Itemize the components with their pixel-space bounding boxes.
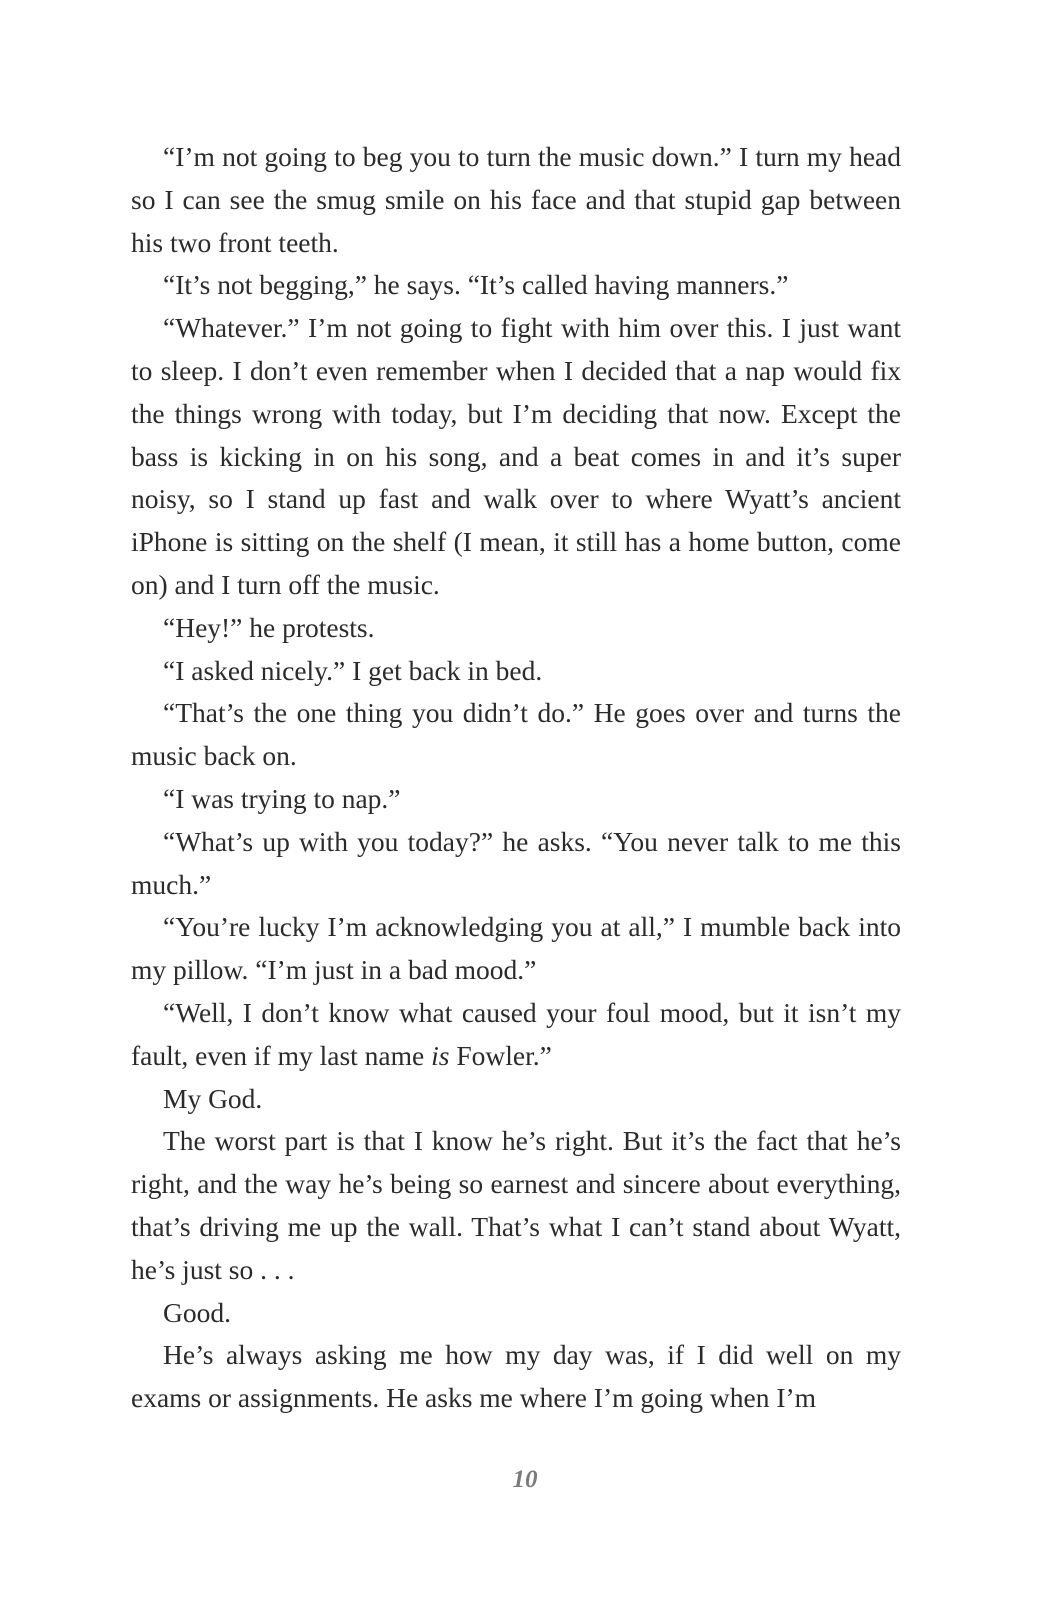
paragraph: “I asked nicely.” I get back in bed.	[163, 654, 543, 686]
paragraph: The worst part is that I know he’s right. But it’s the fact that he’s right, and the way he’s being so earnest and sincere about everything, that’s driving me up the wall. That’s what I can’t stand about Wyatt, he’s just so . . .	[131, 1125, 901, 1285]
paragraph: My God.	[163, 1082, 263, 1114]
body-text	[131, 136, 901, 1420]
paragraph: He’s always asking me how my day was, if I did well on my exams or assignments. He asks me where I’m going when I’m	[131, 1339, 901, 1414]
paragraph-text: “Well, I don’t know what caused your foul mood, but it isn’t my fault, even if my last name	[131, 996, 901, 1071]
paragraph: “Hey!” he protests.	[163, 611, 375, 643]
paragraph: “That’s the one thing you didn’t do.” He goes over and turns the music back on.	[131, 697, 901, 772]
paragraph: “Whatever.” I’m not going to fight with him over this. I just want to sleep. I don’t even remember when I decided that a nap would fix the things wrong with today, but I’m deciding that now. Except the bass is kicking in on his song, and a beat comes in and it’s super noisy, so I stand up fast and walk over to where Wyatt’s ancient iPhone is sitting on the shelf (I mean, it still has a home button, come on) and I turn off the music.	[131, 312, 901, 600]
paragraph-text: Fowler.”	[449, 1039, 552, 1071]
emphasized-word: is	[431, 1039, 450, 1071]
page-number: 10	[512, 1466, 538, 1493]
paragraph: “I’m not going to beg you to turn the music down.” I turn my head so I can see the smug smile on his face and that stupid gap between his two front teeth.	[131, 141, 901, 258]
paragraph: “It’s not begging,” he says. “It’s called having manners.”	[163, 269, 789, 301]
paragraph: Good.	[163, 1296, 231, 1328]
paragraph: “I was trying to nap.”	[163, 782, 401, 814]
paragraph	[131, 992, 901, 1078]
paragraph: “What’s up with you today?” he asks. “You never talk to me this much.”	[131, 825, 901, 900]
paragraph: “You’re lucky I’m acknowledging you at all,” I mumble back into my pillow. “I’m just in a bad mood.”	[131, 911, 901, 986]
